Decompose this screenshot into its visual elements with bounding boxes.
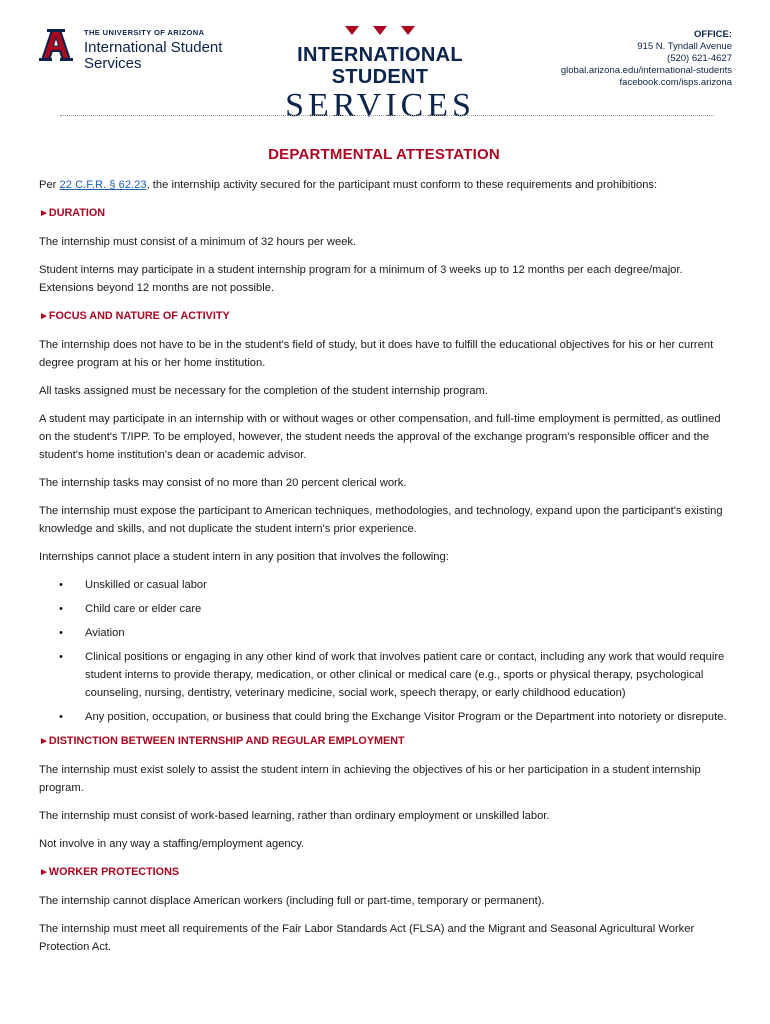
paragraph: The internship must consist of a minimum of 32 hours per week. [39, 236, 357, 248]
office-info [561, 29, 732, 89]
list-item-text: Clinical positions or engaging in any other kind of work that involves patient care or contact, including any work that would require student interns to provide therapy, medication, or other clinical or medical care (e.g., sports or physical therapy, psychological counseling, nursing, dentistry, veterinary medicine, social work, speech therapy, or early childhood education) [85, 651, 725, 699]
university-of-arizona-logo [38, 28, 74, 61]
document-body [39, 146, 729, 966]
bullet-icon: • [59, 651, 63, 663]
header-divider [60, 115, 714, 116]
section-heading-text: DISTINCTION BETWEEN INTERNSHIP AND REGULAR EMPLOYMENT [48, 735, 405, 747]
paragraph: Not involve in any way a staffing/employment agency. [39, 838, 305, 850]
section-heading-text: FOCUS AND NATURE OF ACTIVITY [48, 310, 230, 322]
paragraph: The internship does not have to be in the student's field of study, but it does have to fulfill the educational objectives for his or her current degree program at his or her home institution. [39, 339, 714, 369]
letterhead [0, 0, 770, 124]
section-heading-worker-protections [39, 863, 729, 882]
intro-paragraph [39, 176, 729, 194]
triangle-icon [345, 26, 359, 35]
list-item-text: Any position, occupation, or business that could bring the Exchange Visitor Program or the Department into notoriety or disrepute. [85, 711, 727, 723]
triangle-icon [373, 26, 387, 35]
section-heading-distinction [39, 732, 729, 751]
unit-name-line2: Services [84, 55, 142, 72]
triangle-icon [401, 26, 415, 35]
center-title-line1: INTERNATIONAL STUDENT [297, 44, 463, 88]
paragraph: The internship tasks may consist of no more than 20 percent clerical work. [39, 477, 407, 489]
list-item-text: Aviation [85, 627, 125, 639]
cfr-link[interactable]: 22 C.F.R. § 62.23 [59, 179, 147, 191]
list-item [39, 624, 729, 642]
intro-prefix: Per [39, 179, 60, 191]
arrow-icon: ► [39, 208, 49, 219]
section-heading-text: DURATION [48, 207, 106, 219]
bullet-icon: • [59, 627, 63, 639]
section-heading-text: WORKER PROTECTIONS [48, 866, 180, 878]
section-heading-duration [39, 204, 729, 223]
office-website: global.arizona.edu/international-students [560, 65, 732, 76]
paragraph: The internship must expose the participant to American techniques, methodologies, and technology, expand upon the participant's existing knowledge and skills, and not duplicate the student intern's prior experience. [39, 505, 723, 535]
list-item [39, 600, 729, 618]
unit-wordmark [84, 28, 222, 72]
office-facebook: facebook.com/isps.arizona [619, 77, 732, 88]
arrow-icon: ► [39, 867, 49, 878]
paragraph: The internship cannot displace American workers (including full or part-time, temporary or permanent). [39, 895, 545, 907]
section-heading-focus [39, 307, 729, 326]
list-item [39, 648, 729, 702]
center-wordmark [248, 26, 512, 124]
bullet-icon: • [59, 579, 63, 591]
office-phone: (520) 621-4627 [667, 53, 732, 64]
list-item-text: Child care or elder care [85, 603, 202, 615]
list-item-text: Unskilled or casual labor [85, 579, 207, 591]
paragraph: Internships cannot place a student intern in any position that involves the following: [39, 551, 449, 563]
paragraph: The internship must exist solely to assist the student intern in achieving the objectives of his or her participation in a student internship program. [39, 764, 701, 794]
arrow-icon: ► [39, 736, 49, 747]
office-address: 915 N. Tyndall Avenue [637, 41, 732, 52]
triangle-ornament [248, 26, 512, 38]
intro-suffix: , the internship activity secured for the participant must conform to these requirements and prohibitions: [146, 179, 658, 191]
paragraph: All tasks assigned must be necessary for the completion of the student internship program. [39, 385, 488, 397]
center-title-line2: SERVICES [285, 87, 475, 124]
document-title: DEPARTMENTAL ATTESTATION [268, 146, 500, 163]
office-label: OFFICE: [694, 29, 732, 40]
paragraph: The internship must consist of work-based learning, rather than ordinary employment or unskilled labor. [39, 810, 550, 822]
arrow-icon: ► [39, 311, 49, 322]
list-item [39, 576, 729, 594]
bullet-icon: • [59, 603, 63, 615]
paragraph: The internship must meet all requirements of the Fair Labor Standards Act (FLSA) and the Migrant and Seasonal Agricultural Worker Protection Act. [39, 923, 695, 953]
prohibited-positions-list [39, 576, 729, 726]
unit-name-line1: International Student [84, 39, 223, 56]
bullet-icon: • [59, 711, 63, 723]
paragraph: Student interns may participate in a student internship program for a minimum of 3 weeks up to 12 months per each degree/major. Extensions beyond 12 months are not possible. [39, 264, 683, 294]
list-item [39, 708, 729, 726]
paragraph: A student may participate in an internship with or without wages or other compensation, and full-time employment is permitted, as outlined on the student's T/IPP. To be employed, however, the student needs the approval of the exchange program's responsible officer and the student's home institution's dean or academic advisor. [39, 413, 721, 461]
university-name: THE UNIVERSITY OF ARIZONA [84, 28, 205, 37]
